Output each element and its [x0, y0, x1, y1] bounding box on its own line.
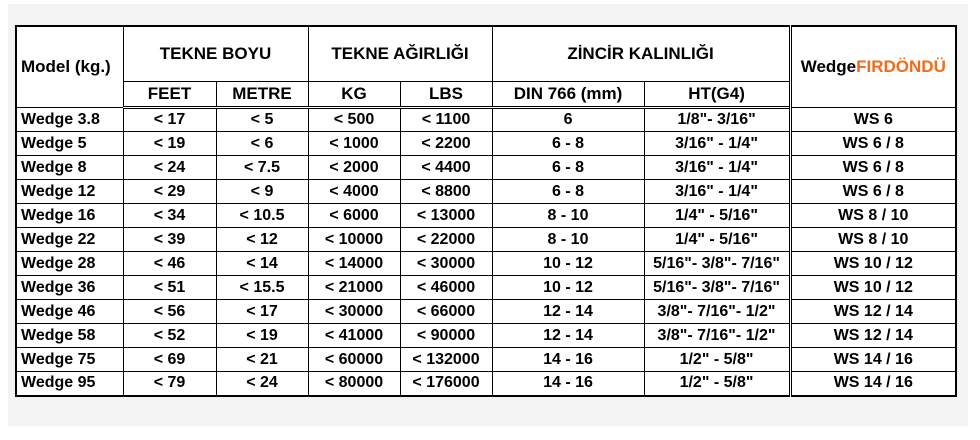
cell-din: 6 - 8 — [492, 180, 644, 204]
cell-ht: 1/4" - 5/16" — [644, 228, 790, 252]
cell-ws: WS 6 — [790, 108, 956, 132]
cell-ht: 3/16" - 1/4" — [644, 132, 790, 156]
cell-kg: < 21000 — [308, 276, 400, 300]
header-kg: KG — [308, 82, 400, 108]
cell-metre: < 14 — [216, 252, 308, 276]
cell-feet: < 79 — [123, 372, 216, 396]
header-brand — [790, 26, 956, 108]
table-row — [16, 324, 956, 348]
cell-feet: < 19 — [123, 132, 216, 156]
cell-model: Wedge 8 — [16, 156, 123, 180]
cell-kg: < 2000 — [308, 156, 400, 180]
cell-kg: < 500 — [308, 108, 400, 132]
cell-kg: < 60000 — [308, 348, 400, 372]
cell-ht: 5/16"- 3/8"- 7/16" — [644, 252, 790, 276]
cell-kg: < 14000 — [308, 252, 400, 276]
header-lbs: LBS — [400, 82, 492, 108]
cell-metre: < 9 — [216, 180, 308, 204]
header-zincir-kalinligi: ZİNCİR KALINLIĞI — [492, 26, 790, 82]
table-row — [16, 252, 956, 276]
cell-ht: 5/16"- 3/8"- 7/16" — [644, 276, 790, 300]
cell-ht: 1/2" - 5/8" — [644, 348, 790, 372]
cell-ws: WS 8 / 10 — [790, 204, 956, 228]
cell-lbs: < 22000 — [400, 228, 492, 252]
cell-kg: < 30000 — [308, 300, 400, 324]
cell-ht: 3/16" - 1/4" — [644, 180, 790, 204]
cell-din: 6 — [492, 108, 644, 132]
header-din: DIN 766 (mm) — [492, 82, 644, 108]
cell-metre: < 15.5 — [216, 276, 308, 300]
cell-ht: 1/4" - 5/16" — [644, 204, 790, 228]
cell-kg: < 4000 — [308, 180, 400, 204]
cell-din: 6 - 8 — [492, 132, 644, 156]
header-ht: HT(G4) — [644, 82, 790, 108]
table-row — [16, 276, 956, 300]
cell-din: 8 - 10 — [492, 204, 644, 228]
cell-feet: < 51 — [123, 276, 216, 300]
cell-lbs: < 2200 — [400, 132, 492, 156]
cell-ht: 3/8"- 7/16"- 1/2" — [644, 324, 790, 348]
cell-din: 12 - 14 — [492, 324, 644, 348]
cell-model: Wedge 22 — [16, 228, 123, 252]
cell-metre: < 24 — [216, 372, 308, 396]
cell-model: Wedge 46 — [16, 300, 123, 324]
cell-ht: 3/16" - 1/4" — [644, 156, 790, 180]
table-row — [16, 132, 956, 156]
cell-lbs: < 8800 — [400, 180, 492, 204]
table-row — [16, 180, 956, 204]
cell-lbs: < 1100 — [400, 108, 492, 132]
cell-model: Wedge 58 — [16, 324, 123, 348]
cell-feet: < 24 — [123, 156, 216, 180]
cell-feet: < 69 — [123, 348, 216, 372]
cell-lbs: < 46000 — [400, 276, 492, 300]
cell-ws: WS 6 / 8 — [790, 132, 956, 156]
table-row — [16, 228, 956, 252]
cell-model: Wedge 95 — [16, 372, 123, 396]
table-row — [16, 204, 956, 228]
cell-model: Wedge 5 — [16, 132, 123, 156]
cell-din: 10 - 12 — [492, 276, 644, 300]
cell-din: 14 - 16 — [492, 372, 644, 396]
cell-din: 10 - 12 — [492, 252, 644, 276]
cell-lbs: < 66000 — [400, 300, 492, 324]
header-tekne-boyu: TEKNE BOYU — [123, 26, 308, 82]
cell-model: Wedge 3.8 — [16, 108, 123, 132]
cell-feet: < 34 — [123, 204, 216, 228]
cell-lbs: < 30000 — [400, 252, 492, 276]
cell-ws: WS 14 / 16 — [790, 372, 956, 396]
cell-ws: WS 10 / 12 — [790, 276, 956, 300]
cell-feet: < 52 — [123, 324, 216, 348]
cell-lbs: < 132000 — [400, 348, 492, 372]
cell-feet: < 29 — [123, 180, 216, 204]
cell-ht: 1/2" - 5/8" — [644, 372, 790, 396]
table-row — [16, 108, 956, 132]
table-row — [16, 348, 956, 372]
table-row — [16, 156, 956, 180]
cell-din: 12 - 14 — [492, 300, 644, 324]
cell-model: Wedge 28 — [16, 252, 123, 276]
cell-ht: 1/8"- 3/16" — [644, 108, 790, 132]
cell-feet: < 56 — [123, 300, 216, 324]
header-tekne-agirligi: TEKNE AĞIRLIĞI — [308, 26, 492, 82]
cell-metre: < 19 — [216, 324, 308, 348]
header-metre: METRE — [216, 82, 308, 108]
brand-wedge: Wedge — [800, 57, 857, 76]
cell-metre: < 6 — [216, 132, 308, 156]
cell-feet: < 17 — [123, 108, 216, 132]
cell-ws: WS 8 / 10 — [790, 228, 956, 252]
cell-kg: < 6000 — [308, 204, 400, 228]
cell-din: 6 - 8 — [492, 156, 644, 180]
cell-lbs: < 4400 — [400, 156, 492, 180]
cell-metre: < 10.5 — [216, 204, 308, 228]
cell-metre: < 7.5 — [216, 156, 308, 180]
cell-kg: < 1000 — [308, 132, 400, 156]
cell-metre: < 5 — [216, 108, 308, 132]
cell-metre: < 17 — [216, 300, 308, 324]
cell-ws: WS 12 / 14 — [790, 324, 956, 348]
cell-feet: < 39 — [123, 228, 216, 252]
cell-model: Wedge 16 — [16, 204, 123, 228]
table-row — [16, 300, 956, 324]
brand-firdondu: FIRDÖNDÜ — [856, 57, 946, 76]
cell-ws: WS 10 / 12 — [790, 252, 956, 276]
cell-metre: < 21 — [216, 348, 308, 372]
cell-ws: WS 12 / 14 — [790, 300, 956, 324]
cell-din: 8 - 10 — [492, 228, 644, 252]
cell-lbs: < 176000 — [400, 372, 492, 396]
cell-kg: < 41000 — [308, 324, 400, 348]
cell-model: Wedge 75 — [16, 348, 123, 372]
cell-model: Wedge 36 — [16, 276, 123, 300]
cell-kg: < 80000 — [308, 372, 400, 396]
header-row-group — [16, 26, 956, 82]
header-model: Model (kg.) — [16, 26, 123, 108]
cell-din: 14 - 16 — [492, 348, 644, 372]
cell-metre: < 12 — [216, 228, 308, 252]
cell-ws: WS 6 / 8 — [790, 156, 956, 180]
cell-ht: 3/8"- 7/16"- 1/2" — [644, 300, 790, 324]
header-feet: FEET — [123, 82, 216, 108]
cell-ws: WS 6 / 8 — [790, 180, 956, 204]
cell-ws: WS 14 / 16 — [790, 348, 956, 372]
table-row — [16, 372, 956, 396]
specs-table — [15, 25, 957, 397]
cell-lbs: < 90000 — [400, 324, 492, 348]
cell-model: Wedge 12 — [16, 180, 123, 204]
cell-feet: < 46 — [123, 252, 216, 276]
cell-lbs: < 13000 — [400, 204, 492, 228]
cell-kg: < 10000 — [308, 228, 400, 252]
